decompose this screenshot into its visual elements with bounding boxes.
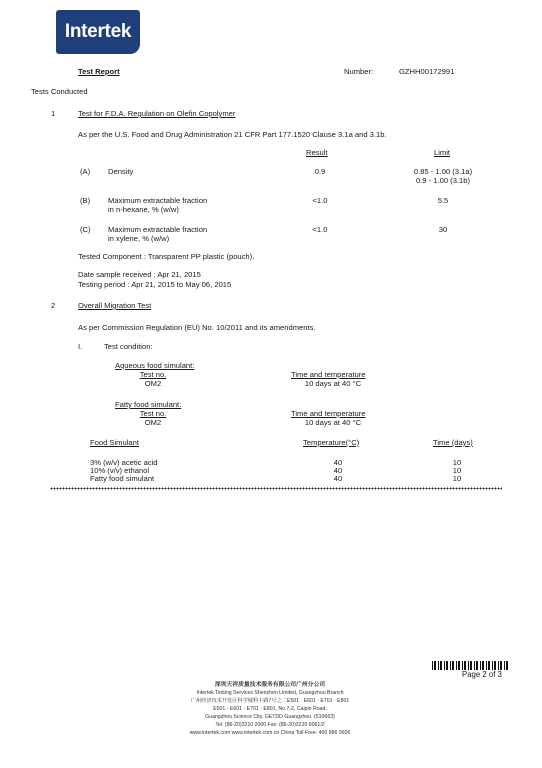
footer-address-1: E501 · E601 · E701 · E801, No.7-2, Caipin Road, (213, 706, 327, 712)
time-days-header: Time (days) (433, 438, 473, 447)
row-a-result: 0.9 (314, 167, 326, 176)
aqueous-label: Aqueous food simulant: (115, 361, 195, 370)
aqueous-test-header: Test no. (139, 370, 167, 379)
logo-text: Intertek (64, 21, 132, 42)
sim-row-1-temp: 40 (333, 458, 343, 467)
barcode (432, 661, 508, 670)
footer-website: www.intertek.com www.intertek.com.cn China Toll-Free: 400 886 9926 (189, 730, 351, 736)
sim-row-3-temp: 40 (333, 474, 343, 483)
row-b-limit: 5.5 (437, 196, 449, 205)
row-c-item: Maximum extractable fraction (108, 225, 208, 234)
number-label: Number: (344, 67, 374, 76)
footer-phone: Tel: (86-20)3210 2000 Fax: (86-20)3220 6061/2 (215, 722, 325, 728)
row-c-item2: in xylene, % (w/w) (108, 234, 170, 243)
fatty-label: Fatty food simulant: (115, 400, 182, 409)
footer-chinese-name: 深圳天祥质量技术服务有限公司广州分公司 (214, 682, 326, 688)
limit-header: Limit (434, 148, 451, 157)
footer-company-name: Intertek Testing Services Shenzhen Limited, Guangzhou Branch (196, 690, 344, 696)
footer-address-2: Guangzhou Science City, GETDD Guangzhou. (510663) (205, 714, 335, 720)
row-a-item: Density (108, 167, 134, 176)
sim-row-1-food: 3% (w/v) acetic acid (90, 458, 158, 467)
row-b-result: <1.0 (312, 196, 328, 205)
sim-row-1-days: 10 (452, 458, 462, 467)
section2-title: Overall Migration Test (78, 301, 152, 310)
temperature-header: Temperature(°C) (303, 438, 360, 447)
number-value: GZHH00172991 (399, 67, 455, 76)
fatty-time-header: Time and temperature (291, 409, 366, 418)
row-b-item2: in n-hexane, % (w/w) (108, 205, 179, 214)
row-a-limit: 0.85 - 1.00 (3.1a) (413, 167, 473, 176)
sim-row-2-temp: 40 (333, 466, 343, 475)
row-b-id: (B) (80, 196, 91, 205)
food-simulant-header: Food Simulant (90, 438, 139, 447)
section1-title: Test for F.D.A. Regulation on Olefin Copolymer (78, 109, 236, 118)
tests-conducted: Tests Conducted (31, 87, 88, 96)
aqueous-test-value: OM2 (144, 379, 162, 388)
footer-chinese-address: 广州经济技术开发区科学城科丰路7号之二E501 · E601 · E701 · E801 (190, 698, 350, 704)
sim-row-2-days: 10 (452, 466, 462, 475)
aqueous-time-value: 10 days at 40 °C (304, 379, 362, 388)
row-c-result: <1.0 (312, 225, 328, 234)
dotted-separator (50, 487, 502, 490)
row-a-id: (A) (80, 167, 91, 176)
fatty-time-value: 10 days at 40 °C (304, 418, 362, 427)
fatty-test-value: OM2 (144, 418, 162, 427)
intertek-logo (56, 10, 140, 54)
row-c-id: (C) (80, 225, 91, 234)
section2-intro: As per Commission Regulation (EU) No. 10/2011 and its amendments. (78, 323, 316, 332)
sim-row-2-food: 10% (v/v) ethanol (90, 466, 150, 475)
row-c-limit: 30 (438, 225, 448, 234)
row-b-item: Maximum extractable fraction (108, 196, 208, 205)
report-title: Test Report (78, 67, 120, 76)
section1-intro: As per the U.S. Food and Drug Administration 21 CFR Part 177.1520 Clause 3.1a and 3.1b. (78, 130, 387, 139)
page-number: Page 2 of 3 (462, 670, 502, 679)
company-footer (140, 681, 400, 737)
row-a-limit2: 0.9 - 1.00 (3.1b) (415, 176, 471, 185)
sim-row-3-food: Fatty food simulant (90, 474, 155, 483)
result-header: Result (306, 148, 328, 157)
section2-number: 2 (51, 301, 56, 310)
section1-number: 1 (51, 109, 56, 118)
subsection-number: I. (78, 342, 83, 351)
testing-period: Testing period : Apr 21, 2015 to May 06, 2015 (78, 280, 232, 289)
aqueous-time-header: Time and temperature (291, 370, 366, 379)
fatty-test-header: Test no. (139, 409, 167, 418)
sim-row-3-days: 10 (452, 474, 462, 483)
subsection-title: Test condition: (104, 342, 153, 351)
tested-component: Tested Component : Transparent PP plastic (pouch). (78, 252, 255, 261)
date-received: Date sample received : Apr 21, 2015 (78, 270, 201, 279)
